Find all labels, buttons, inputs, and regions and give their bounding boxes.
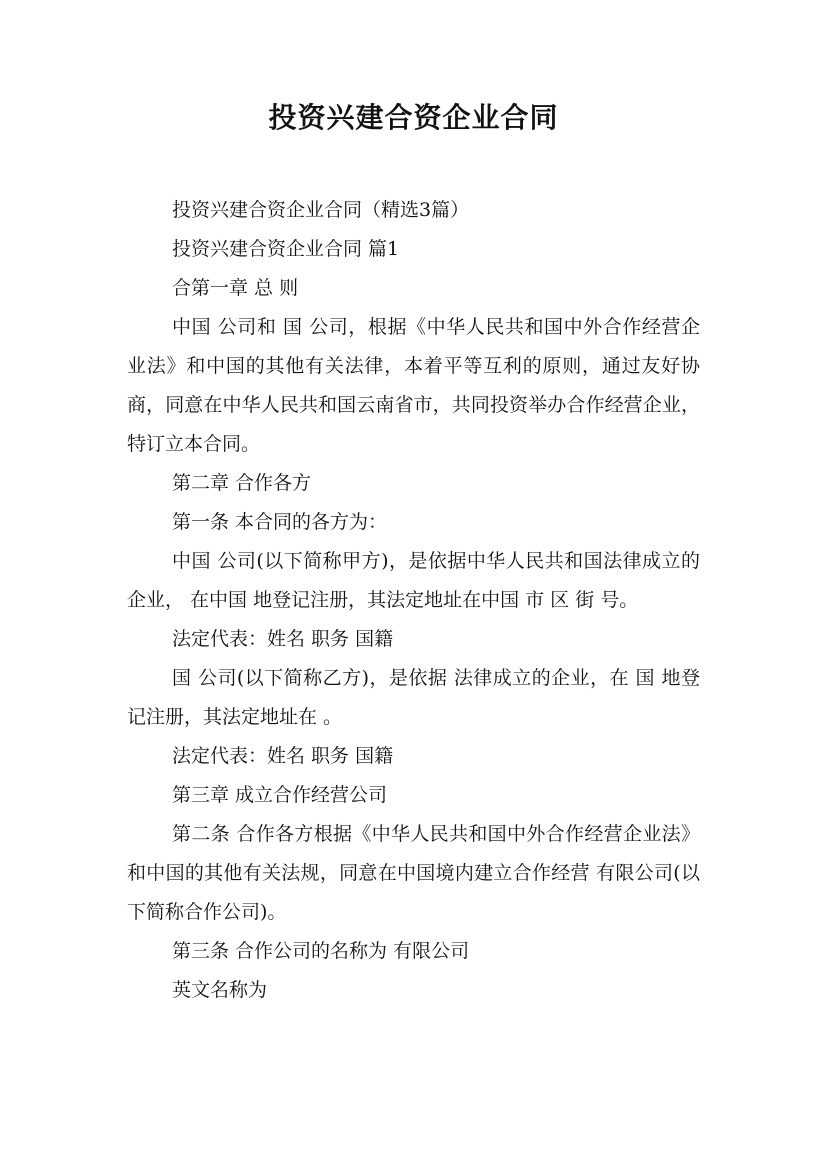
- article-one: 第一条 本合同的各方为：: [172, 511, 388, 533]
- paragraph-intro: 投资兴建合资企业合同（精选3篇）: [172, 199, 470, 221]
- article-three: 第三条 合作公司的名称为 有限公司: [172, 940, 470, 962]
- paragraph-part-heading: 投资兴建合资企业合同 篇1: [172, 238, 400, 260]
- document-body: [127, 191, 700, 1010]
- paragraph-preamble: 中国 公司和 国 公司，根据《中华人民共和国中外合作经营企业法》和中国的其他有关法律，本着平等互利的原则，通过友好协商，同意在中华人民共和国云南省市，共同投资举办合作经营企业，特订立本合同。: [127, 316, 700, 455]
- chapter-three-heading: 第三章 成立合作经营公司: [172, 784, 388, 806]
- party-a-representative: 法定代表：姓名 职务 国籍: [172, 628, 394, 650]
- party-b-representative: 法定代表：姓名 职务 国籍: [172, 745, 394, 767]
- english-name-line: 英文名称为: [172, 979, 268, 1001]
- article-two: 第二条 合作各方根据《中华人民共和国中外合作经营企业法》和中国的其他有关法规，同意在中国境内建立合作经营 有限公司(以下简称合作公司)。: [127, 823, 700, 923]
- chapter-one-heading: 合第一章 总 则: [172, 277, 299, 299]
- party-a-description: 中国 公司(以下简称甲方)，是依据中华人民共和国法律成立的企业， 在中国 地登记注册，其法定地址在中国 市 区 街 号。: [127, 550, 700, 611]
- document-title: 投资兴建合资企业合同: [268, 101, 559, 134]
- chapter-two-heading: 第二章 合作各方: [172, 472, 312, 494]
- party-b-description: 国 公司(以下简称乙方)，是依据 法律成立的企业，在 国 地登记注册，其法定地址在 。: [127, 667, 700, 728]
